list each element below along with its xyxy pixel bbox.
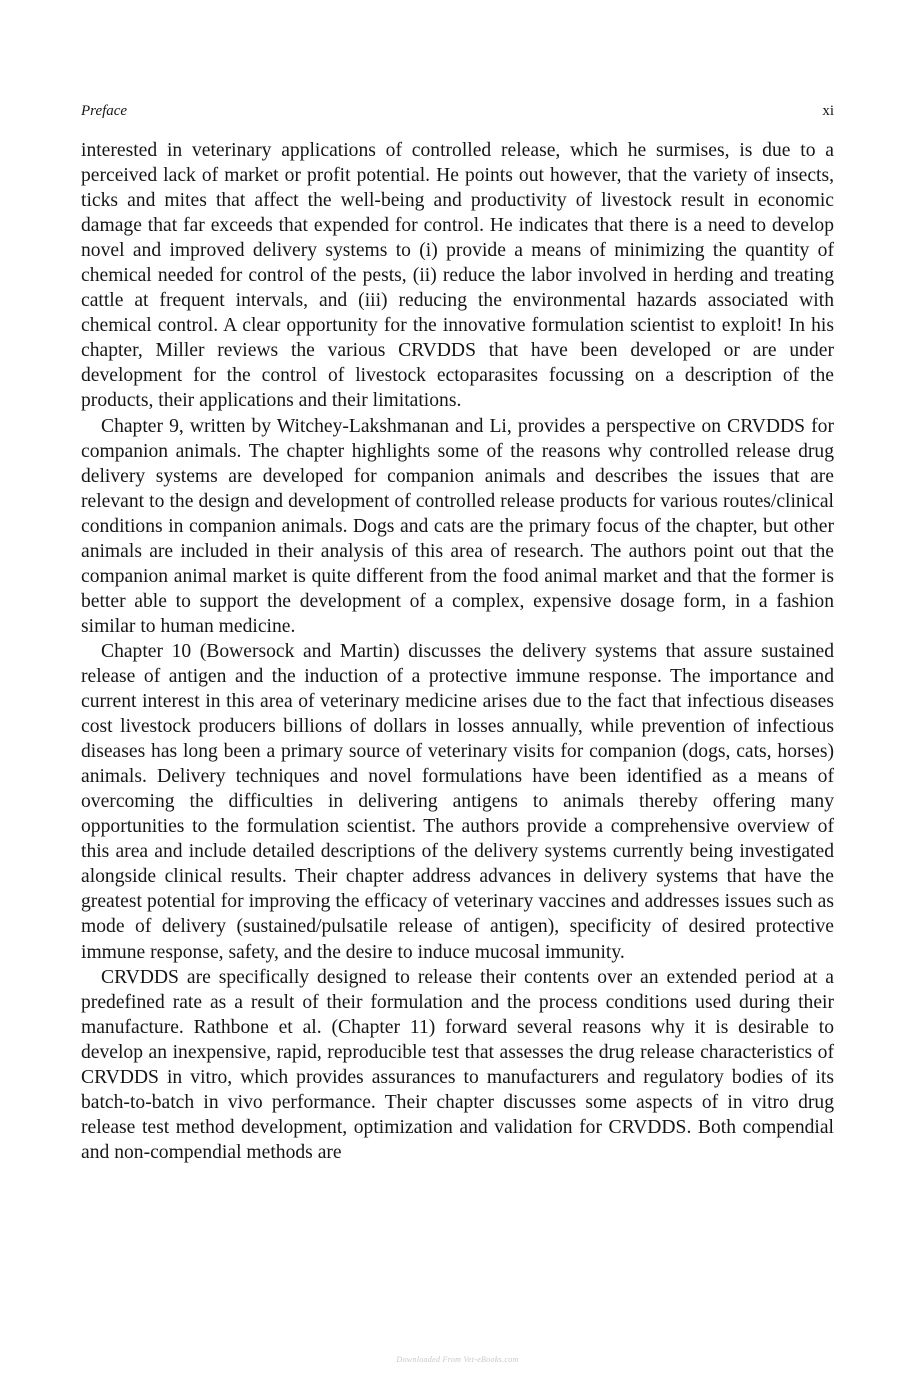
- running-title: Preface: [81, 103, 128, 119]
- paragraph-continued: interested in veterinary applications of controlled release, which he surmises, is due to a perceived lack of market or profit potential. He points out however, that the variety of insects, ticks and mites that affect the well-being and productivity of livestock result in economic damage that far exceeds that expended for control. He indicates that there is a need to develop novel and improved delivery systems to (i) provide a means of minimizing the quantity of chemical needed for control of the pests, (ii) reduce the labor involved in herding and treating cattle at frequent intervals, and (iii) reducing the environmental hazards associated with chemical control. A clear opportunity for the innovative formulation scientist to exploit! In his chapter, Miller reviews the various CRVDDS that have been developed or are under development for the control of livestock ectoparasites focussing on a description of the products, their applications and their limitations.: [81, 140, 834, 412]
- paragraph-crvdds-release: CRVDDS are specifically designed to release their contents over an extended period at a predefined rate as a result of their formulation and the process conditions used during their manufacture. Rathbone et al. (Chapter 11) forward several reasons why it is desirable to develop an inexpensive, rapid, reproducible test that assesses the drug release characteristics of CRVDDS in vitro, which provides assurances to manufacturers and regulatory bodies of its batch-to-batch in vivo performance. Their chapter discusses some aspects of in vitro drug release test method development, optimization and validation for CRVDDS. Both compendial and non-compendial methods are: [81, 966, 834, 1163]
- running-head: [81, 100, 834, 122]
- page-number: xi: [822, 103, 834, 119]
- download-watermark: Downloaded From Vet-eBooks.com: [396, 1355, 519, 1364]
- body-text: [81, 138, 834, 1165]
- paragraph-chapter-10: Chapter 10 (Bowersock and Martin) discusses the delivery systems that assure sustained release of antigen and the induction of a protective immune response. The importance and current interest in this area of veterinary medicine arises due to the fact that infectious diseases cost livestock producers billions of dollars in losses annually, while prevention of infectious diseases has long been a primary source of veterinary visits for companion (dogs, cats, horses) animals. Delivery techniques and novel formulations have been identified as a means of overcoming the difficulties in delivering antigens to animals thereby offering many opportunities to the formulation scientist. The authors provide a comprehensive overview of this area and include detailed descriptions of the delivery systems currently being investigated alongside clinical results. Their chapter address advances in delivery systems that have the greatest potential for improving the efficacy of veterinary vaccines and addresses issues such as mode of delivery (sustained/pulsatile release of antigen), specificity of desired protective immune response, safety, and the desire to induce mucosal immunity.: [81, 640, 834, 963]
- paragraph-chapter-9: Chapter 9, written by Witchey-Lakshmanan and Li, provides a perspective on CRVDDS for companion animals. The chapter highlights some of the reasons why controlled release drug delivery systems are developed for companion animals and describes the issues that are relevant to the design and development of controlled release products for various routes/clinical conditions in companion animals. Dogs and cats are the primary focus of the chapter, but other animals are included in their analysis of this area of research. The authors point out that the companion animal market is quite different from the food animal market and that the former is better able to support the development of a complex, expensive dosage form, in a fashion similar to human medicine.: [81, 415, 834, 637]
